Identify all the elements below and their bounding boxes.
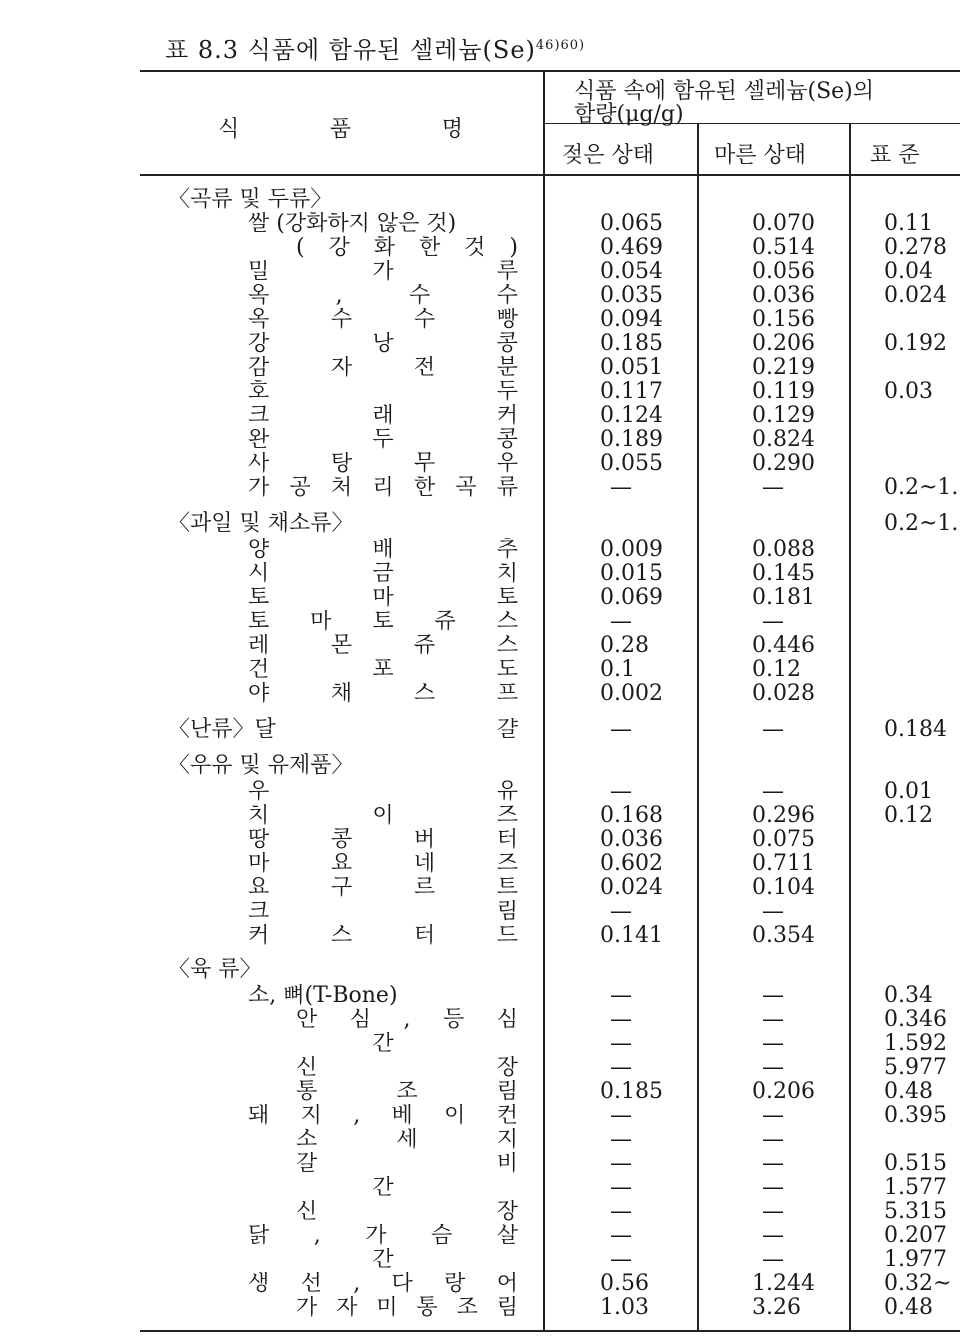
header-bottom-rule bbox=[140, 174, 960, 176]
food-name: 간 bbox=[372, 1248, 394, 1272]
value-wet: 0.069 bbox=[600, 586, 663, 610]
value-standard: 0.01 bbox=[884, 780, 933, 804]
table-row bbox=[0, 1272, 960, 1296]
value-wet: 0.1 bbox=[600, 658, 635, 682]
table-row bbox=[0, 1176, 960, 1200]
value-dry: 0.824 bbox=[752, 428, 815, 452]
value-standard: 0.03 bbox=[884, 380, 933, 404]
value-wet: 0.124 bbox=[600, 404, 663, 428]
value-standard: 0.207 bbox=[884, 1224, 947, 1248]
food-name: 닭 , 가 슴 살 bbox=[248, 1224, 518, 1248]
value-dry: 1.244 bbox=[752, 1272, 815, 1296]
table-row bbox=[0, 332, 960, 356]
value-standard: 1.577 bbox=[884, 1176, 947, 1200]
food-name: 야 채 스 프 bbox=[248, 682, 518, 706]
food-name: 감 자 전 분 bbox=[248, 356, 518, 380]
category-row bbox=[0, 754, 960, 778]
value-wet: — bbox=[610, 1200, 632, 1224]
value-standard: 1.592 bbox=[884, 1032, 947, 1056]
food-name: 토 마 토 쥬 스 bbox=[248, 610, 518, 634]
food-name: 가 자 미 통 조 림 bbox=[296, 1296, 518, 1320]
value-standard: 0.024 bbox=[884, 284, 947, 308]
value-dry: 0.129 bbox=[752, 404, 815, 428]
value-dry: 0.446 bbox=[752, 634, 815, 658]
food-name: 소 세 지 bbox=[296, 1128, 518, 1152]
food-name: 땅 콩 버 터 bbox=[248, 828, 518, 852]
table-row bbox=[0, 308, 960, 332]
value-dry: 0.028 bbox=[752, 682, 815, 706]
food-name: 토 마 토 bbox=[248, 586, 518, 610]
value-standard: 0.11 bbox=[884, 212, 933, 236]
table-row bbox=[0, 610, 960, 634]
header-content-label-1: 식품 속에 함유된 셀레늄(Se)의 bbox=[574, 79, 875, 104]
value-wet: 0.009 bbox=[600, 538, 663, 562]
food-name: 소, 뼈(T-Bone) bbox=[248, 984, 398, 1008]
food-name: 마 요 네 즈 bbox=[248, 852, 518, 876]
value-wet: 0.56 bbox=[600, 1272, 649, 1296]
food-name: 옥 수 수 빵 bbox=[248, 308, 518, 332]
value-wet: — bbox=[610, 718, 632, 742]
food-name: ( 강 화 한 것 ) bbox=[296, 236, 518, 260]
table-row bbox=[0, 1032, 960, 1056]
food-name: 레 몬 쥬 스 bbox=[248, 634, 518, 658]
value-wet: — bbox=[610, 1176, 632, 1200]
value-dry: — bbox=[762, 1200, 784, 1224]
value-dry: 0.104 bbox=[752, 876, 815, 900]
table-row bbox=[0, 1200, 960, 1224]
food-name: 사 탕 무 우 bbox=[248, 452, 518, 476]
table-row bbox=[0, 1248, 960, 1272]
table-row bbox=[0, 476, 960, 500]
value-wet: 0.015 bbox=[600, 562, 663, 586]
food-name: 치 이 즈 bbox=[248, 804, 518, 828]
value-dry: 0.219 bbox=[752, 356, 815, 380]
value-dry: — bbox=[762, 1128, 784, 1152]
value-dry: 0.711 bbox=[752, 852, 815, 876]
value-standard: 0.48 bbox=[884, 1080, 933, 1104]
category-label: 〈과일 및 채소류〉 bbox=[168, 511, 354, 536]
value-dry: 0.145 bbox=[752, 562, 815, 586]
value-wet: 1.03 bbox=[600, 1296, 649, 1320]
value-standard: 1.977 bbox=[884, 1248, 947, 1272]
value-dry: — bbox=[762, 1248, 784, 1272]
table-row bbox=[0, 634, 960, 658]
value-standard: 0.515 bbox=[884, 1152, 947, 1176]
table-row bbox=[0, 876, 960, 900]
value-dry: 3.26 bbox=[752, 1296, 801, 1320]
food-name: 신 장 bbox=[296, 1200, 518, 1224]
value-wet: 0.141 bbox=[600, 924, 663, 948]
value-wet: 0.036 bbox=[600, 828, 663, 852]
table-row bbox=[0, 924, 960, 948]
table-row bbox=[0, 284, 960, 308]
food-name: 돼 지 , 베 이 컨 bbox=[248, 1104, 518, 1128]
value-standard: 0.278 bbox=[884, 236, 947, 260]
value-wet: 0.168 bbox=[600, 804, 663, 828]
value-dry: 0.070 bbox=[752, 212, 815, 236]
value-wet: — bbox=[610, 1032, 632, 1056]
value-wet: — bbox=[610, 610, 632, 634]
table-row bbox=[0, 984, 960, 1008]
value-dry: 0.075 bbox=[752, 828, 815, 852]
table-row bbox=[0, 428, 960, 452]
value-dry: — bbox=[762, 1152, 784, 1176]
table-row bbox=[0, 1152, 960, 1176]
value-standard: 0.04 bbox=[884, 260, 933, 284]
food-name: 안 심 , 등 심 bbox=[296, 1008, 518, 1032]
value-wet: 0.185 bbox=[600, 332, 663, 356]
food-name: 크 래 커 bbox=[248, 404, 518, 428]
food-name: 강 낭 콩 bbox=[248, 332, 518, 356]
food-name: 양 배 추 bbox=[248, 538, 518, 562]
header-wet: 젖은 상태 bbox=[562, 143, 655, 168]
food-name: 밀 가 루 bbox=[248, 260, 518, 284]
table-row bbox=[0, 380, 960, 404]
value-dry: — bbox=[762, 718, 784, 742]
table-row bbox=[0, 404, 960, 428]
value-wet: 0.065 bbox=[600, 212, 663, 236]
food-name: 쌀 (강화하지 않은 것) bbox=[248, 212, 457, 236]
value-dry: 0.156 bbox=[752, 308, 815, 332]
bottom-rule bbox=[140, 1330, 960, 1332]
value-wet: — bbox=[610, 900, 632, 924]
table-row bbox=[0, 212, 960, 236]
value-dry: 0.290 bbox=[752, 452, 815, 476]
value-wet: 0.051 bbox=[600, 356, 663, 380]
value-dry: — bbox=[762, 1008, 784, 1032]
table-row bbox=[0, 1224, 960, 1248]
food-name: 신 장 bbox=[296, 1056, 518, 1080]
category-row bbox=[0, 958, 960, 982]
value-wet: 0.002 bbox=[600, 682, 663, 706]
value-wet: — bbox=[610, 1128, 632, 1152]
value-standard: 5.977 bbox=[884, 1056, 947, 1080]
value-wet: 0.469 bbox=[600, 236, 663, 260]
value-dry: 0.206 bbox=[752, 1080, 815, 1104]
table-row bbox=[0, 1056, 960, 1080]
value-dry: 0.056 bbox=[752, 260, 815, 284]
value-standard: 0.346 bbox=[884, 1008, 947, 1032]
value-dry: 0.181 bbox=[752, 586, 815, 610]
value-standard: 0.2~1. bbox=[884, 512, 959, 536]
value-standard: 0.12 bbox=[884, 804, 933, 828]
table-row bbox=[0, 828, 960, 852]
table-row bbox=[0, 356, 960, 380]
value-standard: 0.192 bbox=[884, 332, 947, 356]
value-wet: 0.055 bbox=[600, 452, 663, 476]
value-wet: 0.28 bbox=[600, 634, 649, 658]
value-standard: 0.2~1. bbox=[884, 476, 959, 500]
food-name: 가 공 처 리 한 곡 류 bbox=[248, 476, 518, 500]
value-wet: — bbox=[610, 1224, 632, 1248]
value-standard: 0.34 bbox=[884, 984, 933, 1008]
food-name: 커 스 터 드 bbox=[248, 924, 518, 948]
table-row bbox=[0, 852, 960, 876]
food-name: 호 두 bbox=[248, 380, 518, 404]
value-dry: — bbox=[762, 1176, 784, 1200]
top-rule bbox=[140, 70, 960, 72]
table-row bbox=[0, 804, 960, 828]
value-standard: 0.48 bbox=[884, 1296, 933, 1320]
table-row bbox=[0, 562, 960, 586]
value-wet: 0.117 bbox=[600, 380, 663, 404]
category-label: 〈곡류 및 두류〉 bbox=[168, 187, 333, 212]
value-dry: 0.088 bbox=[752, 538, 815, 562]
food-name: 간 bbox=[372, 1032, 394, 1056]
table-row bbox=[0, 1008, 960, 1032]
value-wet: — bbox=[610, 476, 632, 500]
value-dry: — bbox=[762, 476, 784, 500]
table-row bbox=[0, 1296, 960, 1320]
table-row bbox=[0, 682, 960, 706]
value-standard: 0.184 bbox=[884, 718, 947, 742]
value-wet: — bbox=[610, 1056, 632, 1080]
value-dry: 0.206 bbox=[752, 332, 815, 356]
value-wet: 0.185 bbox=[600, 1080, 663, 1104]
table-row bbox=[0, 586, 960, 610]
value-standard: 0.32~ bbox=[884, 1272, 952, 1296]
table-row bbox=[0, 538, 960, 562]
table-row bbox=[0, 1080, 960, 1104]
value-dry: — bbox=[762, 780, 784, 804]
value-wet: 0.189 bbox=[600, 428, 663, 452]
food-name: 요 구 르 트 bbox=[248, 876, 518, 900]
value-dry: — bbox=[762, 610, 784, 634]
food-name: 간 bbox=[372, 1176, 394, 1200]
value-wet: 0.602 bbox=[600, 852, 663, 876]
category-label: 〈육 류〉 bbox=[168, 957, 262, 982]
food-name: 시 금 치 bbox=[248, 562, 518, 586]
value-wet: — bbox=[610, 1008, 632, 1032]
value-wet: — bbox=[610, 1248, 632, 1272]
food-name: 우 유 bbox=[248, 780, 518, 804]
value-wet: — bbox=[610, 1104, 632, 1128]
value-dry: — bbox=[762, 900, 784, 924]
table-row bbox=[0, 260, 960, 284]
table-row bbox=[0, 780, 960, 804]
table-title: 표 8.3 식품에 함유된 셀레늄$(Se)^{46)60)}$ bbox=[165, 36, 586, 64]
food-name: 갈 비 bbox=[296, 1152, 518, 1176]
value-dry: — bbox=[762, 984, 784, 1008]
header-standard: 표 준 bbox=[870, 143, 920, 168]
table-row bbox=[0, 900, 960, 924]
food-name: 통 조 림 bbox=[296, 1080, 518, 1104]
value-dry: 0.12 bbox=[752, 658, 801, 682]
value-standard: 0.395 bbox=[884, 1104, 947, 1128]
food-name: 크 림 bbox=[248, 900, 518, 924]
food-name: 건 포 도 bbox=[248, 658, 518, 682]
value-wet: — bbox=[610, 780, 632, 804]
food-name: 옥 , 수 수 bbox=[248, 284, 518, 308]
food-name: 걀 bbox=[496, 718, 518, 742]
value-dry: — bbox=[762, 1224, 784, 1248]
value-wet: — bbox=[610, 984, 632, 1008]
value-dry: 0.036 bbox=[752, 284, 815, 308]
value-dry: — bbox=[762, 1056, 784, 1080]
value-wet: — bbox=[610, 1152, 632, 1176]
table-row bbox=[0, 1128, 960, 1152]
value-dry: 0.354 bbox=[752, 924, 815, 948]
value-dry: 0.296 bbox=[752, 804, 815, 828]
category-row bbox=[0, 188, 960, 212]
value-wet: 0.024 bbox=[600, 876, 663, 900]
header-dry: 마른 상태 bbox=[714, 143, 807, 168]
category-label: 〈우유 및 유제품〉 bbox=[168, 753, 354, 778]
table-row bbox=[0, 658, 960, 682]
value-wet: 0.094 bbox=[600, 308, 663, 332]
table-row bbox=[0, 718, 960, 742]
table-row bbox=[0, 452, 960, 476]
value-dry: — bbox=[762, 1032, 784, 1056]
category-row bbox=[0, 512, 960, 536]
value-dry: 0.514 bbox=[752, 236, 815, 260]
value-standard: 5.315 bbox=[884, 1200, 947, 1224]
header-food-name: 식 품 명 bbox=[218, 117, 463, 142]
food-name: 생 선 , 다 랑 어 bbox=[248, 1272, 518, 1296]
table-row bbox=[0, 1104, 960, 1128]
value-dry: 0.119 bbox=[752, 380, 815, 404]
value-wet: 0.054 bbox=[600, 260, 663, 284]
category-label: 〈난류〉달 bbox=[168, 717, 276, 742]
table-row bbox=[0, 236, 960, 260]
food-name: 완 두 콩 bbox=[248, 428, 518, 452]
value-wet: 0.035 bbox=[600, 284, 663, 308]
header-content-label-2: 함량(μg/g) bbox=[574, 102, 684, 127]
value-dry: — bbox=[762, 1104, 784, 1128]
